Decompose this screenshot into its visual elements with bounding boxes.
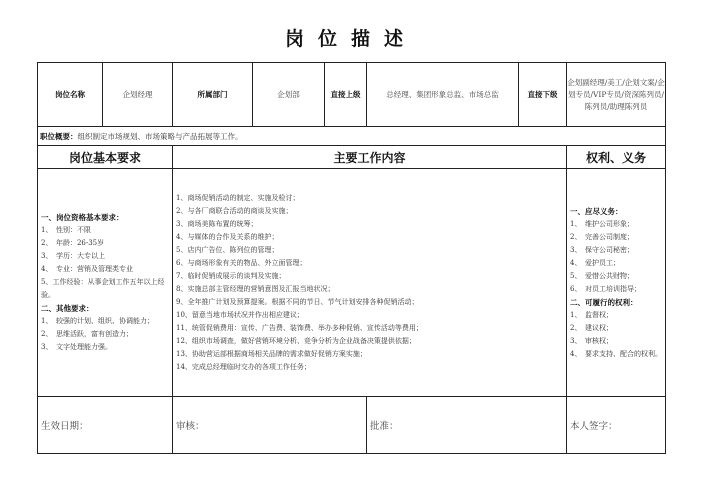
dept-value: 企划部 (253, 63, 325, 127)
list-item: 12、组织市场调查，做好营销环境分析、竞争分析为企业战备决策提供依据； (176, 336, 416, 345)
summary-label: 职位概要： (40, 131, 78, 141)
list-heading: 一、岗位资格基本要求： (41, 213, 124, 222)
list-item: 3、商场美陈布置的统筹； (176, 219, 258, 228)
signature-field: 本人签字： (567, 397, 666, 454)
rights-title: 权利、义务 (567, 146, 666, 169)
list-item: 1、商场促销活动的制定、实施及检讨； (176, 193, 300, 202)
list-item: 10、留意当地市场状况并作出相应建议； (176, 310, 304, 319)
list-item: 1、 性别：不限 (41, 226, 91, 234)
footer-row (38, 397, 666, 454)
list-item: 2、与各厂商联合活动的商谈及实施； (176, 206, 293, 215)
position-value: 企划经理 (103, 63, 173, 127)
list-item: 2、 完善公司制度； (570, 232, 634, 241)
list-item: 4、与媒体的合作及关系的维护； (176, 232, 279, 241)
dept-label: 所属部门 (173, 63, 253, 127)
list-heading: 二、其他要求： (41, 304, 94, 313)
summary-row (38, 127, 666, 146)
duties-title: 主要工作内容 (173, 146, 567, 169)
list-item: 2、 年龄：26-35岁 (41, 239, 105, 247)
list-item: 13、协助营运部根据商场相关品牌的需求做好促销方案实施； (176, 349, 367, 358)
list-heading: 二、可履行的权利： (570, 297, 638, 307)
subordinate-label: 直接下级 (519, 63, 567, 127)
requirements-list (38, 169, 173, 397)
job-description-table (37, 62, 666, 454)
document-title: 岗位描述 (284, 28, 417, 50)
list-item: 2、 思维活跃，富有创造力； (41, 330, 133, 338)
superior-value: 总经理、集团形象总监、市场总监 (367, 63, 519, 127)
list-item: 1、 维护公司形象； (570, 219, 634, 228)
list-item: 14、完成总经理临时交办的各项工作任务； (176, 362, 311, 371)
list-item: 1、 较强的计划、组织、协调能力； (41, 317, 154, 325)
list-item: 3、 审核权； (570, 336, 613, 345)
rights-list (567, 169, 666, 397)
list-item: 5、工作经验：从事企划工作五年以上经验。 (41, 278, 165, 299)
list-item: 11、统管促销费用：宣传、广告费、装饰费、举办多种促销、宣传活动等费用； (176, 323, 423, 332)
review-field: 审核： (173, 397, 367, 454)
duties-list (173, 169, 567, 397)
list-item: 3、 文字处理能力强。 (41, 343, 112, 351)
section-header-row (38, 146, 666, 169)
summary-cell (38, 127, 666, 146)
list-item: 9、全年推广计划及预算提案。根据不同的节日、节气计划安排各种促销活动； (176, 297, 419, 306)
list-item: 7、临时促销成展示的谈判及实施； (176, 271, 286, 280)
list-heading: 一、应尽义务： (570, 206, 623, 216)
list-item: 5、店内广告位、陈列位的管理； (176, 245, 279, 254)
list-item: 2、 建议权； (570, 323, 613, 332)
list-item: 6、与商场形象有关的物品、外立面管理； (176, 258, 307, 267)
position-label: 岗位名称 (38, 63, 103, 127)
list-item: 4、 专业：营销及管理类专业 (41, 265, 133, 273)
list-item: 8、实施总部主管经理的营销意图及汇报当地状况； (176, 284, 335, 293)
effective-date-field: 生效日期： (38, 397, 173, 454)
superior-label: 直接上级 (325, 63, 367, 127)
list-item: 5、 爱惜公共财物； (570, 271, 634, 280)
requirements-title: 岗位基本要求 (38, 146, 173, 169)
list-item: 3、 保守公司秘密； (570, 245, 634, 254)
list-item: 4、 爱护员工； (570, 258, 620, 267)
header-row (38, 63, 666, 127)
subordinate-value: 企划副经理/美工/企划文案/企划专员/VIP专员/资深陈列员/陈列员/助理陈列员 (567, 63, 666, 127)
list-item: 6、 对员工培训指导； (570, 284, 641, 293)
approve-field: 批准： (367, 397, 567, 454)
summary-text: 组织制定市场规划、市场策略与产品拓展等工作。 (77, 131, 243, 141)
list-item: 1、 监督权； (570, 310, 613, 319)
content-row (38, 169, 666, 397)
list-item: 3、 学历：大专以上 (41, 252, 105, 260)
list-item: 4、 要求支持、配合的权利。 (570, 349, 662, 358)
